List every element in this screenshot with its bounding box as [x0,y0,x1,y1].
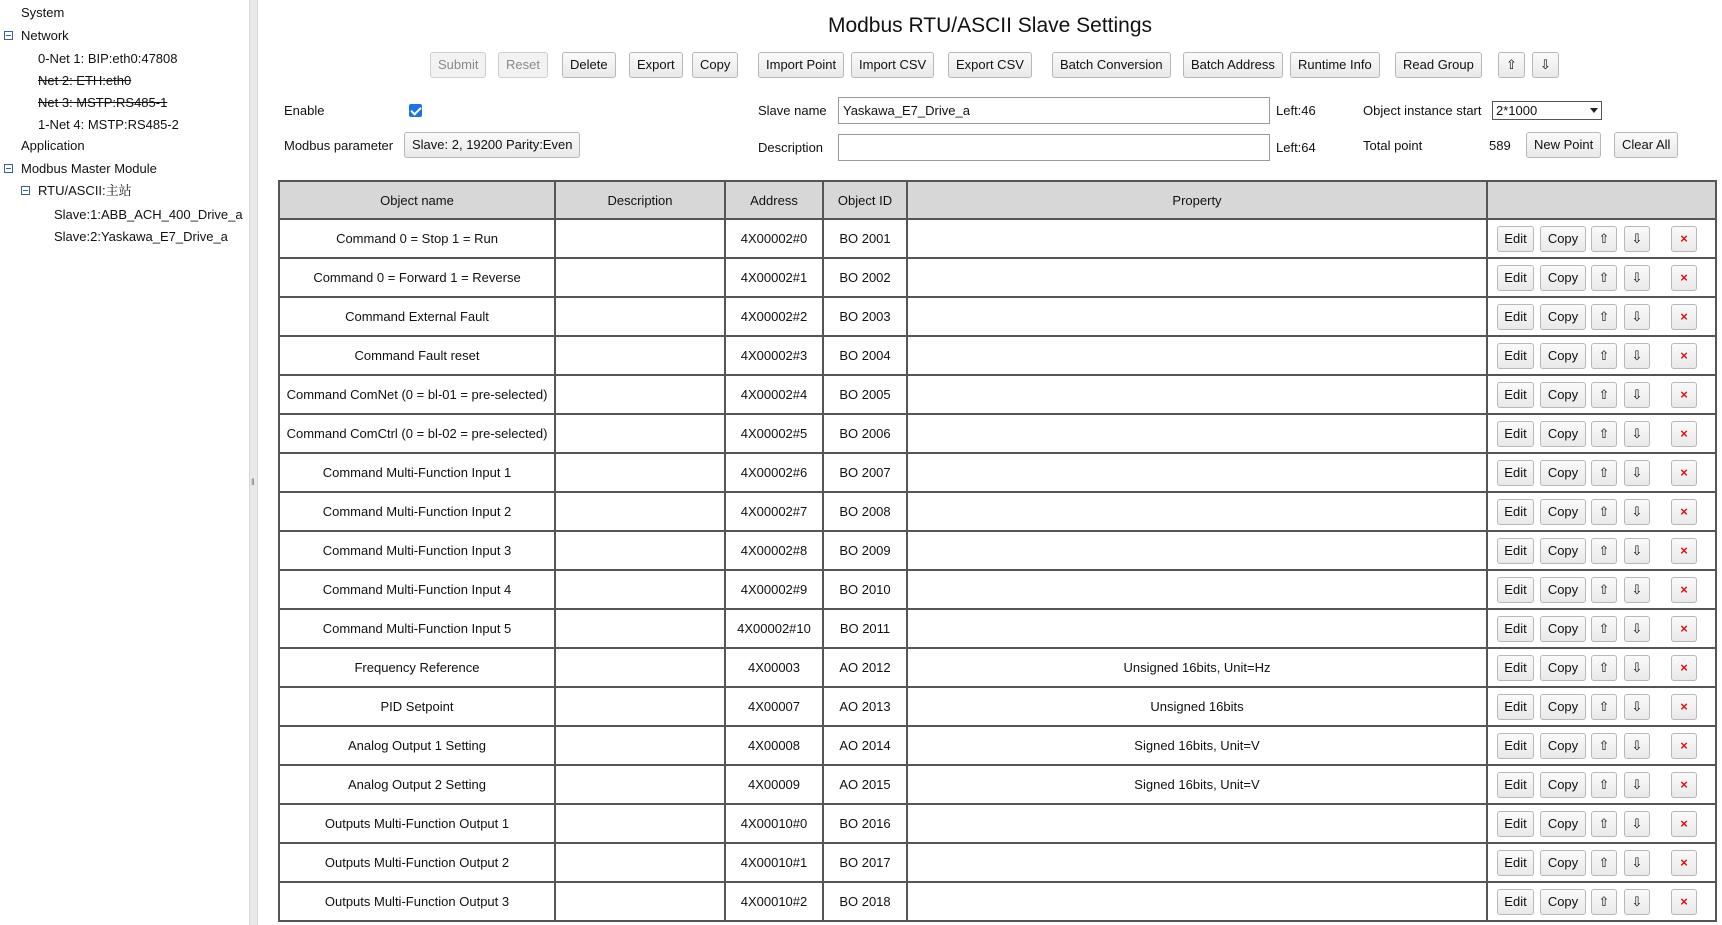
row-actions-cell [1487,765,1716,804]
tree-item-label: Net 3: MSTP:RS485-1 [38,95,168,110]
new-point-button[interactable]: New Point [1526,132,1601,158]
description-cell [555,765,725,804]
move-up-row-button[interactable]: ⇧ [1591,655,1617,681]
enable-label: Enable [284,103,325,118]
slave-name-left-count: Left:46 [1276,103,1316,118]
tree-item-label: Slave:1:ABB_ACH_400_Drive_a [54,207,243,222]
address-cell: 4X00002#10 [725,609,823,648]
object-id-cell: AO 2015 [823,765,907,804]
tree-item-label: System [21,5,65,20]
tree-item[interactable] [38,182,132,200]
delete-row-button[interactable]: × [1671,382,1697,408]
description-cell [555,336,725,375]
object-id-cell: BO 2017 [823,843,907,882]
move-up-row-button[interactable]: ⇧ [1591,421,1617,447]
copy-button[interactable]: Copy [692,52,738,78]
copy-button[interactable]: Copy [1540,421,1586,447]
address-cell: 4X00002#4 [725,375,823,414]
move-down-row-button[interactable]: ⇩ [1624,577,1650,603]
description-cell [555,531,725,570]
object-id-cell: AO 2014 [823,726,907,765]
object-name-cell: Command External Fault [279,297,555,336]
row-actions-cell [1487,219,1716,258]
edit-button[interactable]: Edit [1497,655,1534,681]
object-id-cell: BO 2010 [823,570,907,609]
edit-button[interactable]: Edit [1497,460,1534,486]
table-row [279,648,1716,687]
row-actions-cell [1487,453,1716,492]
export-button[interactable]: Export [629,52,683,78]
object-name-cell: Analog Output 2 Setting [279,765,555,804]
table-row [279,726,1716,765]
move-up-button[interactable]: ⇧ [1498,52,1525,78]
property-cell [907,219,1487,258]
delete-row-button[interactable]: × [1671,343,1697,369]
tree-item[interactable] [38,94,167,112]
row-actions-cell [1487,804,1716,843]
col-object-name-header: Object name [279,181,555,219]
edit-button[interactable]: Edit [1497,265,1534,291]
tree-item-label: RTU/ASCII:主站 [38,183,132,198]
move-up-row-button[interactable]: ⇧ [1591,616,1617,642]
total-point-value: 589 [1489,138,1511,153]
copy-button[interactable]: Copy [1540,772,1586,798]
batch-address-button[interactable]: Batch Address [1183,52,1283,78]
tree-item[interactable] [21,27,69,45]
move-up-row-button[interactable]: ⇧ [1591,226,1617,252]
edit-button[interactable]: Edit [1497,538,1534,564]
row-actions-cell [1487,297,1716,336]
col-object-id-header: Object ID [823,181,907,219]
row-actions-cell [1487,570,1716,609]
property-cell [907,531,1487,570]
tree-item[interactable] [54,228,228,246]
description-input[interactable] [838,134,1270,161]
property-cell [907,336,1487,375]
table-row [279,882,1716,921]
description-cell [555,843,725,882]
col-description-header: Description [555,181,725,219]
description-left-count: Left:64 [1276,140,1316,155]
move-down-row-button[interactable]: ⇩ [1624,265,1650,291]
object-name-cell: Frequency Reference [279,648,555,687]
reset-button[interactable]: Reset [498,52,548,78]
delete-row-button[interactable]: × [1671,538,1697,564]
object-name-cell: Command ComNet (0 = bl-01 = pre-selected) [279,375,555,414]
address-cell: 4X00010#0 [725,804,823,843]
delete-row-button[interactable]: × [1671,655,1697,681]
object-name-cell: Command Multi-Function Input 1 [279,453,555,492]
delete-row-button[interactable]: × [1671,421,1697,447]
copy-button[interactable]: Copy [1540,343,1586,369]
object-id-cell: BO 2002 [823,258,907,297]
property-cell [907,414,1487,453]
address-cell: 4X00002#9 [725,570,823,609]
runtime-info-button[interactable]: Runtime Info [1290,52,1380,78]
copy-button[interactable]: Copy [1540,382,1586,408]
object-id-cell: AO 2013 [823,687,907,726]
address-cell: 4X00007 [725,687,823,726]
navigation-tree [0,0,249,925]
table-row [279,765,1716,804]
page-title: Modbus RTU/ASCII Slave Settings [827,14,1153,37]
property-cell [907,453,1487,492]
edit-button[interactable]: Edit [1497,616,1534,642]
property-cell [907,882,1487,921]
object-id-cell: BO 2003 [823,297,907,336]
import-point-button[interactable]: Import Point [758,52,844,78]
address-cell: 4X00010#2 [725,882,823,921]
table-row [279,687,1716,726]
move-down-row-button[interactable]: ⇩ [1624,655,1650,681]
property-cell: Signed 16bits, Unit=V [907,726,1487,765]
read-group-button[interactable]: Read Group [1395,52,1482,78]
object-name-cell: Command ComCtrl (0 = bl-02 = pre-selected) [279,414,555,453]
description-cell [555,882,725,921]
move-up-row-button[interactable]: ⇧ [1591,772,1617,798]
move-up-row-button[interactable]: ⇧ [1591,538,1617,564]
object-id-cell: BO 2018 [823,882,907,921]
delete-row-button[interactable]: × [1671,304,1697,330]
description-cell [555,258,725,297]
table-row [279,609,1716,648]
description-cell [555,648,725,687]
table-header-row [279,181,1716,219]
address-cell: 4X00002#5 [725,414,823,453]
object-instance-start-select[interactable] [1492,101,1602,120]
row-actions-cell [1487,726,1716,765]
row-actions-cell [1487,258,1716,297]
address-cell: 4X00010#1 [725,843,823,882]
row-actions-cell [1487,531,1716,570]
edit-button[interactable]: Edit [1497,499,1534,525]
copy-button[interactable]: Copy [1540,226,1586,252]
move-down-row-button[interactable]: ⇩ [1624,616,1650,642]
address-cell: 4X00002#2 [725,297,823,336]
move-up-row-button[interactable]: ⇧ [1591,694,1617,720]
submit-button[interactable]: Submit [430,52,486,78]
property-cell [907,609,1487,648]
object-instance-start-value: 2*1000 [1496,103,1538,118]
tree-item-label: Application [21,138,85,153]
enable-checkbox[interactable] [409,104,422,117]
collapse-toggle-icon[interactable] [4,31,13,40]
move-down-row-button[interactable]: ⇩ [1624,694,1650,720]
property-cell [907,492,1487,531]
move-down-row-button[interactable]: ⇩ [1624,382,1650,408]
move-up-row-button[interactable]: ⇧ [1591,499,1617,525]
object-name-cell: Command 0 = Stop 1 = Run [279,219,555,258]
points-table [278,180,1717,922]
row-actions-cell [1487,648,1716,687]
object-name-cell: Outputs Multi-Function Output 3 [279,882,555,921]
move-down-row-button[interactable]: ⇩ [1624,733,1650,759]
move-down-row-button[interactable]: ⇩ [1624,772,1650,798]
table-row [279,804,1716,843]
object-id-cell: BO 2006 [823,414,907,453]
row-actions-cell [1487,492,1716,531]
copy-button[interactable]: Copy [1540,616,1586,642]
edit-button[interactable]: Edit [1497,811,1534,837]
object-name-cell: PID Setpoint [279,687,555,726]
edit-button[interactable]: Edit [1497,889,1534,915]
description-cell [555,687,725,726]
row-actions-cell [1487,687,1716,726]
edit-button[interactable]: Edit [1497,733,1534,759]
table-row [279,258,1716,297]
address-cell: 4X00002#6 [725,453,823,492]
object-name-cell: Outputs Multi-Function Output 2 [279,843,555,882]
row-actions-cell [1487,336,1716,375]
address-cell: 4X00002#3 [725,336,823,375]
move-up-row-button[interactable]: ⇧ [1591,850,1617,876]
move-down-row-button[interactable]: ⇩ [1624,343,1650,369]
row-actions-cell [1487,843,1716,882]
tree-item-label: Slave:2:Yaskawa_E7_Drive_a [54,229,228,244]
total-point-label: Total point [1363,138,1423,153]
address-cell: 4X00003 [725,648,823,687]
delete-row-button[interactable]: × [1671,499,1697,525]
copy-button[interactable]: Copy [1540,460,1586,486]
table-row [279,414,1716,453]
move-down-row-button[interactable]: ⇩ [1624,304,1650,330]
address-cell: 4X00008 [725,726,823,765]
description-cell [555,414,725,453]
move-up-row-button[interactable]: ⇧ [1591,265,1617,291]
tree-item[interactable] [38,116,179,134]
move-down-row-button[interactable]: ⇩ [1624,850,1650,876]
tree-item[interactable] [21,4,64,22]
main-panel [258,0,1722,925]
object-name-cell: Analog Output 1 Setting [279,726,555,765]
property-cell: Signed 16bits, Unit=V [907,765,1487,804]
object-id-cell: BO 2011 [823,609,907,648]
table-row [279,336,1716,375]
edit-button[interactable]: Edit [1497,304,1534,330]
property-cell [907,843,1487,882]
move-up-row-button[interactable]: ⇧ [1591,811,1617,837]
copy-button[interactable]: Copy [1540,733,1586,759]
table-row [279,570,1716,609]
object-id-cell: BO 2004 [823,336,907,375]
table-row [279,453,1716,492]
edit-button[interactable]: Edit [1497,382,1534,408]
delete-row-button[interactable]: × [1671,733,1697,759]
copy-button[interactable]: Copy [1540,655,1586,681]
delete-row-button[interactable]: × [1671,265,1697,291]
move-up-row-button[interactable]: ⇧ [1591,733,1617,759]
object-name-cell: Outputs Multi-Function Output 1 [279,804,555,843]
delete-button[interactable]: Delete [562,52,616,78]
object-id-cell: BO 2001 [823,219,907,258]
table-row [279,843,1716,882]
delete-row-button[interactable]: × [1671,460,1697,486]
tree-item-label: Net 2: ETH:eth0 [38,73,132,88]
copy-button[interactable]: Copy [1540,850,1586,876]
object-id-cell: BO 2009 [823,531,907,570]
copy-button[interactable]: Copy [1540,577,1586,603]
object-name-cell: Command Fault reset [279,336,555,375]
copy-button[interactable]: Copy [1540,889,1586,915]
edit-button[interactable]: Edit [1497,421,1534,447]
move-up-row-button[interactable]: ⇧ [1591,460,1617,486]
move-down-row-button[interactable]: ⇩ [1624,226,1650,252]
edit-button[interactable]: Edit [1497,772,1534,798]
tree-item[interactable] [54,206,243,224]
edit-button[interactable]: Edit [1497,850,1534,876]
move-down-row-button[interactable]: ⇩ [1624,811,1650,837]
edit-button[interactable]: Edit [1497,226,1534,252]
description-cell [555,609,725,648]
object-instance-start-label: Object instance start [1363,103,1482,118]
row-actions-cell [1487,882,1716,921]
table-row [279,219,1716,258]
property-cell: Unsigned 16bits, Unit=Hz [907,648,1487,687]
collapse-toggle-icon[interactable] [21,186,30,195]
export-csv-button[interactable]: Export CSV [948,52,1032,78]
property-cell: Unsigned 16bits [907,687,1487,726]
description-cell [555,219,725,258]
description-cell [555,492,725,531]
table-row [279,492,1716,531]
delete-row-button[interactable]: × [1671,577,1697,603]
slave-name-input[interactable] [838,97,1270,124]
row-actions-cell [1487,414,1716,453]
address-cell: 4X00002#7 [725,492,823,531]
chevron-down-icon [1590,108,1598,113]
slave-name-label: Slave name [758,103,827,118]
edit-button[interactable]: Edit [1497,343,1534,369]
tree-item-label: 1-Net 4: MSTP:RS485-2 [38,117,179,132]
move-up-row-button[interactable]: ⇧ [1591,304,1617,330]
property-cell [907,297,1487,336]
tree-item-label: 0-Net 1: BIP:eth0:47808 [38,51,178,66]
address-cell: 4X00002#1 [725,258,823,297]
move-down-row-button[interactable]: ⇩ [1624,499,1650,525]
description-label: Description [758,140,824,155]
edit-button[interactable]: Edit [1497,694,1534,720]
delete-row-button[interactable]: × [1671,226,1697,252]
copy-button[interactable]: Copy [1540,499,1586,525]
object-name-cell: Command Multi-Function Input 4 [279,570,555,609]
object-name-cell: Command 0 = Forward 1 = Reverse [279,258,555,297]
modbus-parameter-label: Modbus parameter [284,138,394,153]
tree-item-label: Network [21,28,69,43]
move-up-row-button[interactable]: ⇧ [1591,889,1617,915]
delete-row-button[interactable]: × [1671,811,1697,837]
move-down-button[interactable]: ⇩ [1532,52,1559,78]
description-cell [555,375,725,414]
table-row [279,531,1716,570]
batch-conversion-button[interactable]: Batch Conversion [1052,52,1171,78]
clear-all-button[interactable]: Clear All [1614,132,1678,158]
row-actions-cell [1487,609,1716,648]
property-cell [907,804,1487,843]
object-id-cell: BO 2005 [823,375,907,414]
delete-row-button[interactable]: × [1671,694,1697,720]
move-up-row-button[interactable]: ⇧ [1591,343,1617,369]
description-cell [555,570,725,609]
object-id-cell: BO 2016 [823,804,907,843]
move-down-row-button[interactable]: ⇩ [1624,421,1650,447]
delete-row-button[interactable]: × [1671,889,1697,915]
delete-row-button[interactable]: × [1671,772,1697,798]
table-row [279,297,1716,336]
property-cell [907,375,1487,414]
row-actions-cell [1487,375,1716,414]
object-id-cell: AO 2012 [823,648,907,687]
tree-item[interactable] [21,137,85,155]
address-cell: 4X00002#8 [725,531,823,570]
move-down-row-button[interactable]: ⇩ [1624,460,1650,486]
move-up-row-button[interactable]: ⇧ [1591,382,1617,408]
edit-button[interactable]: Edit [1497,577,1534,603]
copy-button[interactable]: Copy [1540,811,1586,837]
description-cell [555,453,725,492]
copy-button[interactable]: Copy [1540,694,1586,720]
address-cell: 4X00009 [725,765,823,804]
move-up-row-button[interactable]: ⇧ [1591,577,1617,603]
move-down-row-button[interactable]: ⇩ [1624,538,1650,564]
col-address-header: Address [725,181,823,219]
import-csv-button[interactable]: Import CSV [851,52,934,78]
object-id-cell: BO 2007 [823,453,907,492]
object-name-cell: Command Multi-Function Input 5 [279,609,555,648]
delete-row-button[interactable]: × [1671,850,1697,876]
tree-item[interactable] [38,72,131,90]
copy-button[interactable]: Copy [1540,304,1586,330]
description-cell [555,297,725,336]
tree-item-label: Modbus Master Module [21,161,157,176]
delete-row-button[interactable]: × [1671,616,1697,642]
property-cell [907,570,1487,609]
move-down-row-button[interactable]: ⇩ [1624,889,1650,915]
tree-item[interactable] [21,160,157,178]
col-actions-header [1487,181,1716,219]
copy-button[interactable]: Copy [1540,538,1586,564]
grip-icon: ‖ [251,477,255,487]
copy-button[interactable]: Copy [1540,265,1586,291]
object-name-cell: Command Multi-Function Input 2 [279,492,555,531]
modbus-parameter-button[interactable]: Slave: 2, 19200 Parity:Even [404,132,580,158]
description-cell [555,804,725,843]
description-cell [555,726,725,765]
sidebar-splitter[interactable] [249,0,258,925]
address-cell: 4X00002#0 [725,219,823,258]
collapse-toggle-icon[interactable] [4,164,13,173]
property-cell [907,258,1487,297]
col-property-header: Property [907,181,1487,219]
object-name-cell: Command Multi-Function Input 3 [279,531,555,570]
object-id-cell: BO 2008 [823,492,907,531]
tree-item[interactable] [38,50,177,68]
table-row [279,375,1716,414]
